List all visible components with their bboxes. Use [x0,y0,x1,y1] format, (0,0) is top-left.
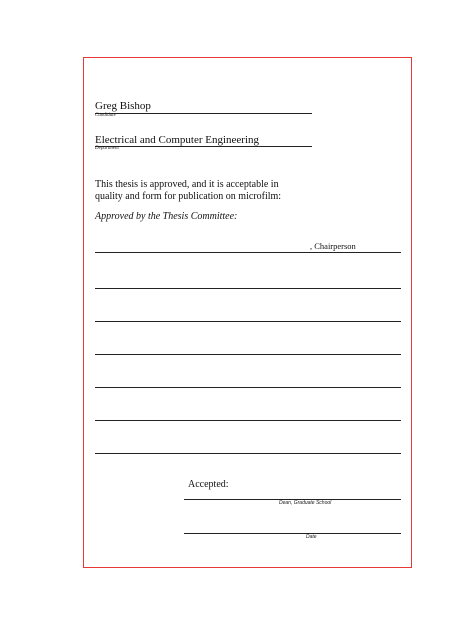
dean-caption: Dean, Graduate School [279,500,332,506]
department-name: Electrical and Computer Engineering [95,134,260,146]
signature-line-chairperson [95,252,401,253]
approved-by-heading: Approved by the Thesis Committee: [95,211,238,222]
approval-statement: This thesis is approved, and it is acceptable in quality and form for publication on microfilm: [95,179,282,202]
signature-line-member-4 [95,387,401,388]
chairperson-label: , Chairperson [310,241,356,251]
date-line [184,533,401,534]
accepted-label: Accepted: [188,479,229,490]
date-caption: Date [306,534,317,540]
department-caption: Department [95,146,119,151]
signature-line-member-2 [95,321,401,322]
department-line [95,146,312,147]
candidate-name: Greg Bishop [95,100,151,112]
candidate-line [95,113,312,114]
signature-line-member-1 [95,288,401,289]
candidate-caption: Candidate [95,113,116,118]
signature-line-member-5 [95,420,401,421]
signature-line-member-6 [95,453,401,454]
signature-line-member-3 [95,354,401,355]
